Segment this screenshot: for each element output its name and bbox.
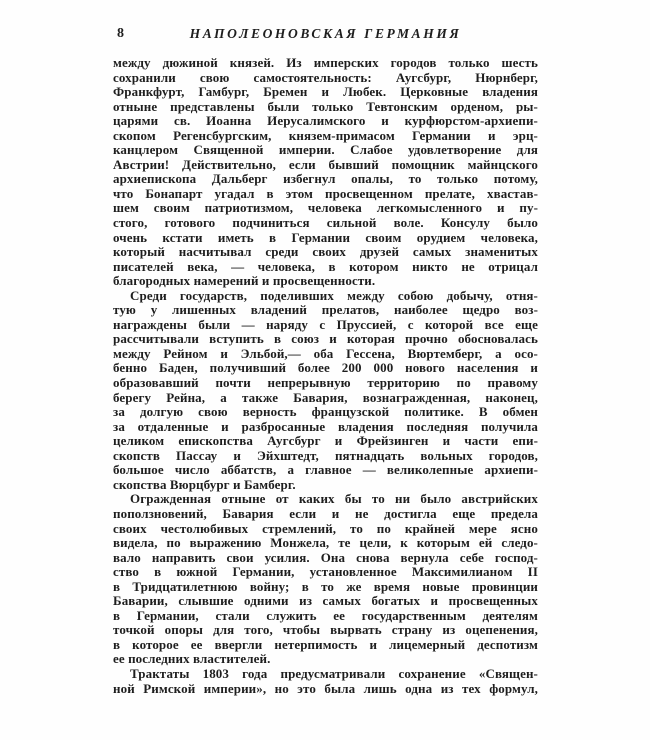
text-line: награждены были — наряду с Пруссией, с которой все еще [113,317,538,332]
text-line: большое число аббатств, а главное — великолепные архиепи- [113,463,538,478]
text-line: ной Римской империи», но это была лишь одна из тех формул, [113,681,538,696]
text-line: скопств Пассау и Эйхштедт, пятнадцать вольных городов, [113,448,538,463]
text-line: Баварии, слывшие одними из самых богатых и просвещенных [113,594,538,609]
text-line: архиепископа Дальберг избегнул опалы, то только потому, [113,172,538,187]
text-line: канцлером Священной империи. Слабое удовлетворение для [113,143,538,158]
text-line: образовавший почти непрерывную территорию по правому [113,376,538,391]
text-line: Австрии! Действительно, если бывший помощник майнцского [113,157,538,172]
paragraph [113,667,538,696]
text-line: рассчитывали вступить в союз и которая прочно обосновалась [113,332,538,347]
text-line: шем своим патриотизмом, человека легкомысленного и пу- [113,201,538,216]
running-title: НАПОЛЕОНОВСКАЯ ГЕРМАНИЯ [189,26,462,41]
text-line: отныне представлены были только Тевтонским орденом, ры- [113,99,538,114]
text-line: стого, готового подчиниться сильной воле. Консулу было [113,216,538,231]
text-line: Огражденная отныне от каких бы то ни было австрийских [130,492,538,507]
text-line: очень кстати иметь в Германии своим орудием человека, [113,230,538,245]
text-line: тую у лишенных владений прелатов, наиболее щедро воз- [113,303,538,318]
text-line: благородных намерений и просвещенности. [113,274,376,289]
paragraph [113,289,538,493]
text-line: поползновений, Бавария если и не достигла еще предела [113,506,538,521]
paragraph [113,492,538,667]
text-line: своих честолюбивых стремлений, то по крайней мере ясно [113,521,538,536]
text-line: видела, по выражению Монжела, те цели, к которым ей следо- [113,536,538,551]
text-line: ее последних властителей. [113,652,271,667]
text-line: что Бонапарт угадал в этом просвещенном прелате, хвастав- [113,186,538,201]
text-line: сохранили свою самостоятельность: Аугсбург, Нюрнберг, [113,70,538,85]
text-line: целиком епископства Аугсбург и Фрейзинген и части епи- [113,434,538,449]
text-line: который насчитывал среди своих друзей самых знаменитых [113,245,538,260]
text-line: между Рейном и Эльбой,— оба Гессена, Вюртемберг, а осо- [113,346,538,361]
page-number: 8 [117,26,125,41]
text-line: в которое ее ввергли нетерпимость и лицемерный деспотизм [113,637,538,652]
text-line: в Германии, стали служить ее государственным деятелям [113,608,538,623]
text-line: скопства Вюрцбург и Бамберг. [113,477,296,492]
text-line: царями св. Иоанна Иерусалимского и курфюрстом-архиепи- [113,114,538,129]
text-line: ство в южной Германии, установленное Максимилианом II [113,565,538,580]
text-line: берегу Рейна, а также Бавария, вознагражденная, наконец, [113,390,538,405]
paragraph [113,56,538,289]
text-line: Франкфурт, Гамбург, Бремен и Любек. Церковные владения [113,85,538,100]
text-block [113,56,538,696]
text-line: в Тридцатилетнюю войну; в то же время новые провинции [113,579,538,594]
text-line: между дюжиной князей. Из имперских городов только шесть [113,56,538,70]
text-line: точкой опоры для того, чтобы вырвать страну из оцепенения, [113,623,538,638]
page-header [113,26,538,42]
text-line: писателей века, — человека, в котором никто не отрицал [113,259,538,274]
text-line: скопом Регенсбургским, князем-примасом Германии и эрц- [113,128,538,143]
text-line: Трактаты 1803 года предусматривали сохранение «Священ- [130,666,538,681]
text-line: бенно Баден, получивший более 200 000 нового населения и [113,361,538,376]
text-line: за отдаленные и разбросанные владения последняя получила [113,419,538,434]
text-line: вало направить свои усилия. Она снова вернула себе господ- [113,550,538,565]
text-line: за долгую свою верность французской политике. В обмен [113,405,538,420]
text-line: Среди государств, поделивших между собою добычу, отня- [130,288,538,303]
